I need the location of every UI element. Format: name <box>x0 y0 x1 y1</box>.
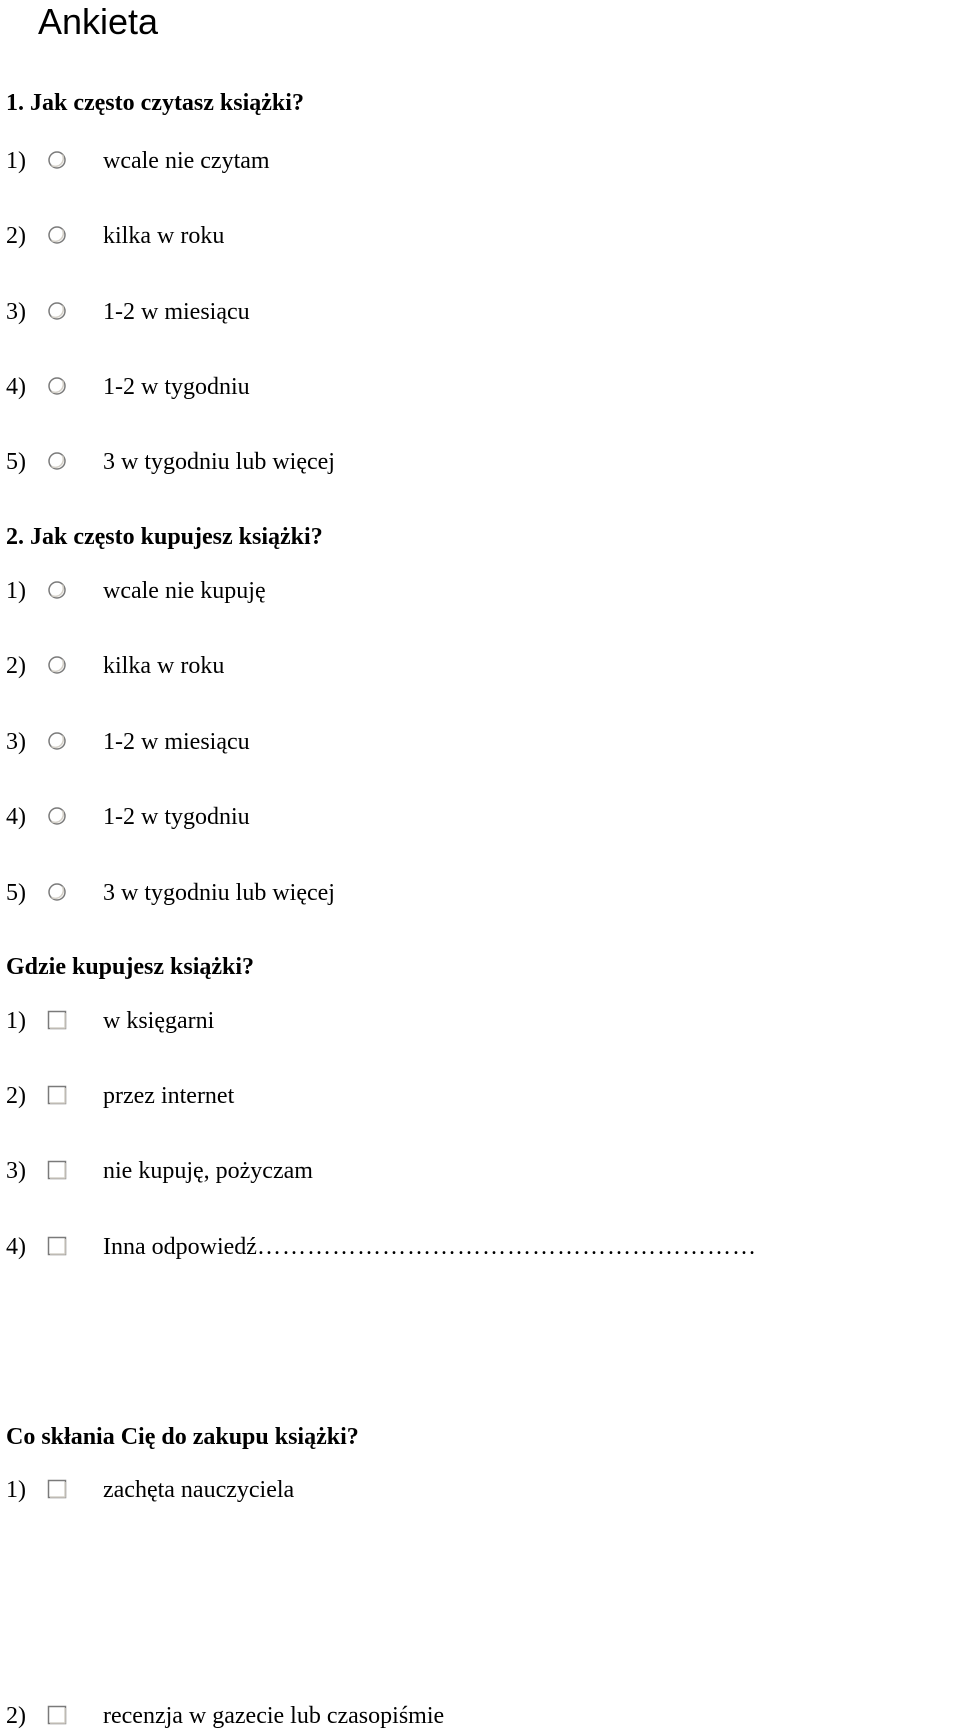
checkbox-icon[interactable] <box>46 1704 68 1726</box>
q2-option-4[interactable] <box>6 802 946 832</box>
option-number: 5) <box>6 880 26 906</box>
option-label: wcale nie czytam <box>103 148 270 174</box>
question-2-heading: 2. Jak często kupujesz książki? <box>6 524 323 550</box>
q4-option-2[interactable] <box>6 1701 946 1731</box>
q2-option-3[interactable] <box>6 727 946 757</box>
q3-option-3[interactable] <box>6 1156 946 1186</box>
option-label: wcale nie kupuję <box>103 578 266 604</box>
option-number: 1) <box>6 1008 26 1034</box>
checkbox-icon[interactable] <box>46 1159 68 1181</box>
radio-icon[interactable] <box>46 149 68 171</box>
option-number: 4) <box>6 1234 26 1260</box>
option-number: 3) <box>6 299 26 325</box>
radio-icon[interactable] <box>46 805 68 827</box>
option-number: 2) <box>6 223 26 249</box>
option-number: 1) <box>6 148 26 174</box>
q3-option-4[interactable] <box>6 1232 946 1262</box>
option-label: 3 w tygodniu lub więcej <box>103 880 335 906</box>
option-label: w księgarni <box>103 1008 215 1034</box>
option-number: 2) <box>6 653 26 679</box>
q2-option-2[interactable] <box>6 651 946 681</box>
option-number: 3) <box>6 1158 26 1184</box>
q1-option-3[interactable] <box>6 297 946 327</box>
q3-option-1[interactable] <box>6 1006 946 1036</box>
page-title: Ankieta <box>38 1 159 42</box>
option-label: 1-2 w tygodniu <box>103 374 250 400</box>
answer-fill-line[interactable]: …………………………………………………… <box>256 1234 757 1260</box>
option-label: kilka w roku <box>103 223 225 249</box>
radio-icon[interactable] <box>46 450 68 472</box>
radio-icon[interactable] <box>46 579 68 601</box>
q1-option-4[interactable] <box>6 372 946 402</box>
option-label-text: Inna odpowiedź <box>103 1234 257 1260</box>
option-number: 4) <box>6 374 26 400</box>
option-label: recenzja w gazecie lub czasopiśmie <box>103 1703 445 1729</box>
radio-icon[interactable] <box>46 224 68 246</box>
option-label: przez internet <box>103 1083 235 1109</box>
q1-option-2[interactable] <box>6 221 946 251</box>
checkbox-icon[interactable] <box>46 1084 68 1106</box>
radio-icon[interactable] <box>46 730 68 752</box>
option-number: 2) <box>6 1083 26 1109</box>
question-3-heading: Gdzie kupujesz książki? <box>6 954 255 980</box>
q1-option-5[interactable] <box>6 447 946 477</box>
radio-icon[interactable] <box>46 300 68 322</box>
q4-option-1[interactable] <box>6 1475 946 1505</box>
q2-option-5[interactable] <box>6 878 946 908</box>
option-number: 2) <box>6 1703 26 1729</box>
option-number: 1) <box>6 1477 26 1503</box>
option-label: 1-2 w miesiącu <box>103 729 250 755</box>
option-label: 1-2 w tygodniu <box>103 804 250 830</box>
question-4-heading: Co skłania Cię do zakupu książki? <box>6 1424 359 1450</box>
option-number: 5) <box>6 449 26 475</box>
checkbox-icon[interactable] <box>46 1009 68 1031</box>
question-1-heading: 1. Jak często czytasz książki? <box>6 90 304 116</box>
radio-icon[interactable] <box>46 375 68 397</box>
option-number: 3) <box>6 729 26 755</box>
option-number: 4) <box>6 804 26 830</box>
q1-option-1[interactable] <box>6 146 946 176</box>
option-label: kilka w roku <box>103 653 225 679</box>
checkbox-icon[interactable] <box>46 1235 68 1257</box>
radio-icon[interactable] <box>46 881 68 903</box>
q2-option-1[interactable] <box>6 576 946 606</box>
radio-icon[interactable] <box>46 654 68 676</box>
option-label: zachęta nauczyciela <box>103 1477 295 1503</box>
option-label: 3 w tygodniu lub więcej <box>103 449 335 475</box>
checkbox-icon[interactable] <box>46 1478 68 1500</box>
option-number: 1) <box>6 578 26 604</box>
option-label <box>103 1232 757 1262</box>
option-label: nie kupuję, pożyczam <box>103 1158 313 1184</box>
option-label: 1-2 w miesiącu <box>103 299 250 325</box>
q3-option-2[interactable] <box>6 1081 946 1111</box>
